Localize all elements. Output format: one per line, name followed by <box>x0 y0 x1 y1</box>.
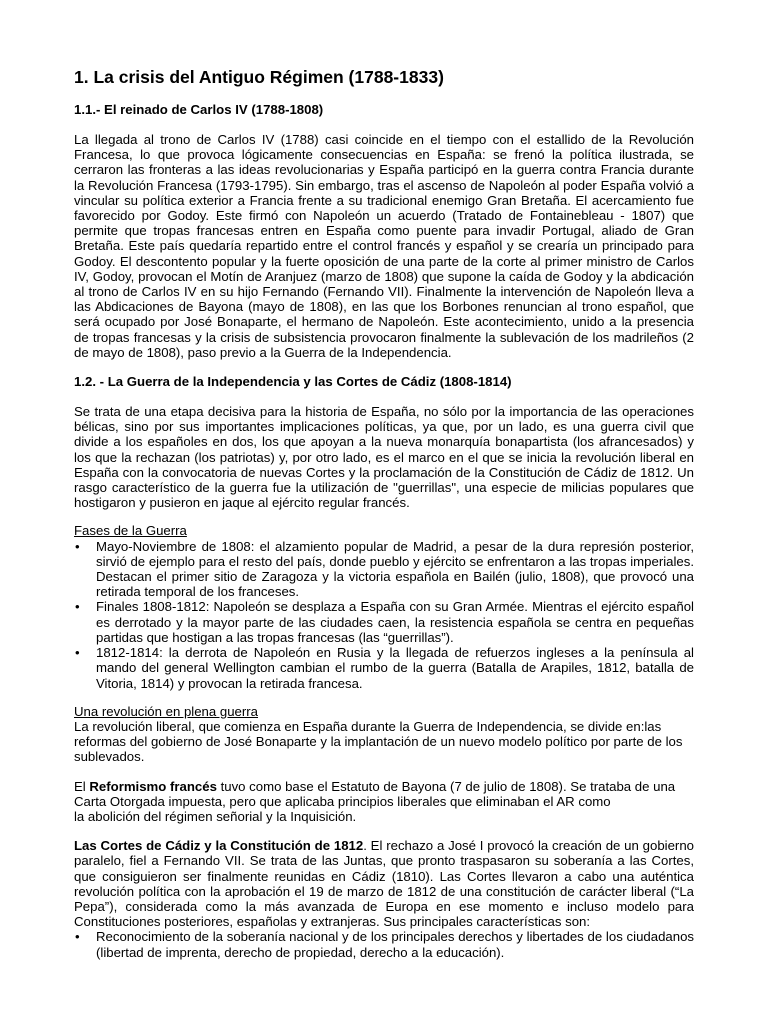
section-1-heading: 1.1.- El reinado de Carlos IV (1788-1808) <box>74 102 324 117</box>
reform-paragraph <box>74 779 694 825</box>
list-item-text: 1812-1814: la derrota de Napoleón en Rusia y la llegada de refuerzos ingleses a la península al mando del general Wellington cambian el rumbo de la guerra (Batalla de Arapiles, 1812, batalla de Vitoria, 1814) y provocan la retirada francesa. <box>96 645 694 691</box>
bullet-icon: • <box>75 599 80 615</box>
list-item-text: Mayo-Noviembre de 1808: el alzamiento popular de Madrid, a pesar de la dura represión posterior, sirvió de ejemplo para el resto del país, donde pueblo y ejército se enfrentaron a las tropas imperiales. Destacan el primer sitio de Zaragoza y la victoria española en Bailén (julio, 1808), que provocó una retirada temporal de los franceses. <box>96 538 694 600</box>
list-item-text: Finales 1808-1812: Napoleón se desplaza a España con su Gran Armée. Mientras el ejército español es derrotado y la mayor parte de las ciudades caen, la resistencia española se centra en pequeñas partidas que hostigan a las tropas francesas (las “guerrillas”). <box>96 599 694 645</box>
reform-bold-term: Reformismo francés <box>89 778 217 794</box>
bullet-icon: • <box>75 538 80 554</box>
list-item <box>74 645 694 691</box>
section-2-paragraph: Se trata de una etapa decisiva para la historia de España, no sólo por la importancia de las operaciones bélicas, sino por sus importantes implicaciones políticas, ya que, por un lado, es una guerra civil que divide a los españoles en dos, los que apoyan a la nueva monarquía bonapartista (los afrancesados) y los que la rechazan (los patriotas) y, por otro lado, es el marco en el que se inicia la revolución liberal en España con la convocatoria de nuevas Cortes y la proclamación de la Constitución de Cádiz de 1812. Un rasgo característico de la guerra fue la utilización de "guerrillas", una especie de milicias populares que hostigaron y pusieron en jaque al ejército regular francés. <box>74 404 694 511</box>
cortes-bold-term: Las Cortes de Cádiz y la Constitución de 1812 <box>74 838 364 854</box>
page-title: 1. La crisis del Antiguo Régimen (1788-1833) <box>74 67 444 87</box>
list-item <box>74 929 694 959</box>
document-body <box>74 66 694 960</box>
section-1-paragraph: La llegada al trono de Carlos IV (1788) casi coincide en el tiempo con el estallido de la Revolución Francesa, lo que provoca lógicamente consecuencias en España: se frenó la política ilustrada, se cerraron las fronteras a las ideas revolucionarias y España participó en la guerra contra Francia durante la Revolución Francesa (1793-1795). Sin embargo, tras el ascenso de Napoleón al poder España volvió a vincular su política exterior a Francia frente a su tradicional enemigo Gran Bretaña. El acercamiento fue favorecido por Godoy. Este firmó con Napoleón un acuerdo (Tratado de Fontainebleau - 1807) que permite que tropas francesas entren en España como puente para invadir Portugal, aliado de Gran Bretaña. Este país quedaría repartido entre el control francés y español y se crearía un principado para Godoy. El descontento popular y la fuerte oposición de una parte de la corte al primer ministro de Carlos IV, Godoy, provocan el Motín de Aranjuez (marzo de 1808) que supone la caída de Godoy y la abdicación al trono de Carlos IV en su hijo Fernando (Fernando VII). Finalmente la intervención de Napoleón lleva a las Abdicaciones de Bayona (mayo de 1808), en las que los Borbones renuncian al trono español, que será ocupado por José Bonaparte, el hermano de Napoleón. Este acontecimiento, unido a la presencia de tropas francesas y la crisis de subsistencia provocaron finalmente la sublevación de los madrileños (2 de mayo de 1808), paso previo a la Guerra de la Independencia. <box>74 132 694 360</box>
reform-prefix: El <box>74 778 90 794</box>
section-2-heading: 1.2. - La Guerra de la Independencia y las Cortes de Cádiz (1808-1814) <box>74 374 512 390</box>
list-item <box>74 599 694 645</box>
cortes-list <box>74 929 694 959</box>
phases-heading: Fases de la Guerra <box>74 523 187 539</box>
bullet-icon: • <box>75 929 80 945</box>
revolution-heading: Una revolución en plena guerra <box>74 703 259 719</box>
cortes-paragraph <box>74 838 694 929</box>
phases-list <box>74 539 694 691</box>
list-item-text: Reconocimiento de la soberanía nacional y de los principales derechos y libertades de los ciudadanos (libertad de imprenta, derecho de propiedad, derecho a la educación). <box>96 929 694 960</box>
revolution-paragraph: La revolución liberal, que comienza en España durante la Guerra de Independencia, se divide en:las reformas del gobierno de José Bonaparte y la implantación de un nuevo modelo político por parte de los sublevados. <box>74 718 683 765</box>
bullet-icon: • <box>75 645 80 661</box>
list-item <box>74 539 694 600</box>
reform-line-2: Carta Otorgada impuesta, pero que aplicaba principios liberales que eliminaban el AR como <box>74 793 611 809</box>
reform-line-1: tuvo como base el Estatuto de Bayona (7 de julio de 1808). Se trataba de una <box>216 778 676 794</box>
cortes-text: . El rechazo a José I provocó la creación de un gobierno paralelo, fiel a Fernando VII. Se trata de las Juntas, que pronto traspasaron su soberanía a las Cortes, que consiguieron ser finalmente reunidas en Cádiz (1810). Las Cortes llevaron a cabo una auténtica revolución política con la aprobación el 19 de marzo de 1812 de una constitución de carácter liberal (“La Pepa”), considerada como la más avanzada de Europa en ese momento e incluso modelo para Constituciones posteriores, españolas y extranjeras. Sus principales características son: <box>74 838 694 930</box>
reform-line-3: la abolición del régimen señorial y la Inquisición. <box>74 808 357 824</box>
